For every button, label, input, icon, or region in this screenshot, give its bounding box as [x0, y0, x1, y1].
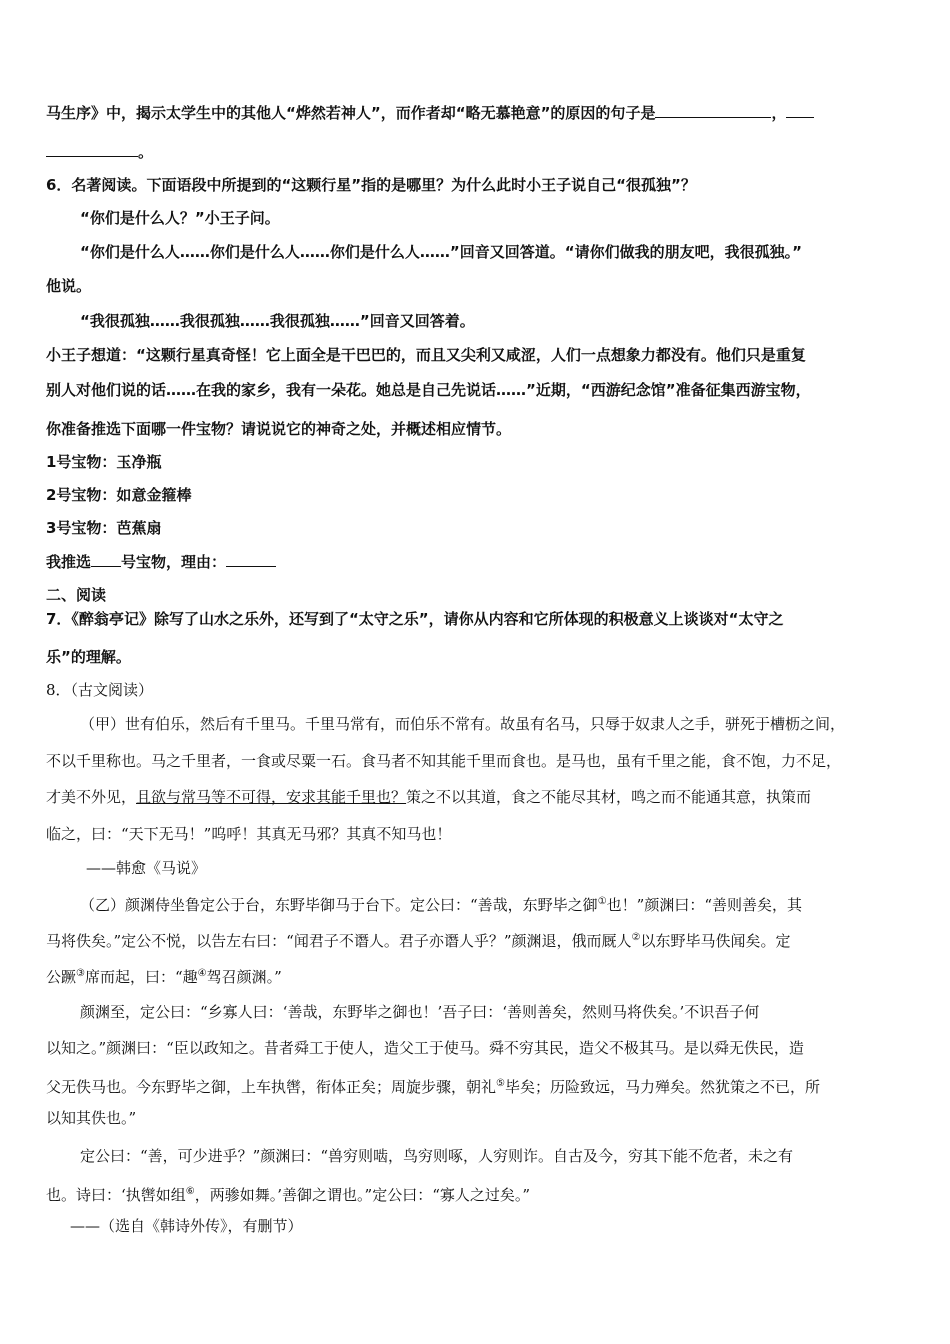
- jia-segment: 才美不外见，: [46, 788, 137, 806]
- yi-text: [46, 927, 791, 952]
- recommend-line: [46, 551, 276, 573]
- yi-segment: 以东野毕马佚闻矣。定: [640, 932, 791, 950]
- yi-text: [46, 1181, 530, 1206]
- recommend-prefix: 我推选: [46, 553, 92, 571]
- yi-segment: 驾召颜渊。”: [206, 968, 282, 986]
- section-heading: 二、阅读: [46, 586, 107, 604]
- yi-segment: ，两骖如舞。’善御之谓也。”定公曰：“寡人之过矣。”: [194, 1186, 531, 1204]
- yi-segment: （乙）颜渊侍坐鲁定公于台，东野毕御马于台下。定公曰：“善哉，东野毕之御: [80, 896, 598, 914]
- answer-blank[interactable]: [786, 103, 814, 118]
- yi-segment: 马将佚矣。”定公不悦，以告左右曰：“闻君子不谮人。君子亦谮人乎？”颜渊退，俄而厩人: [46, 932, 632, 950]
- answer-blank[interactable]: [226, 552, 276, 567]
- q5-comma: ，: [771, 104, 787, 122]
- yi-segment: 席而起，曰：“趣: [84, 968, 198, 986]
- yi-text: 以知其佚也。”: [46, 1109, 137, 1127]
- footnote-mark: ③: [76, 968, 85, 979]
- yi-segment: 也。诗曰：‘执辔如组: [46, 1186, 186, 1204]
- jia-source: ——韩愈《马说》: [86, 859, 207, 877]
- recommend-suffix: 号宝物，理由：: [121, 553, 227, 571]
- q6-para: 小王子想道：“这颗行星真奇怪！它上面全是干巴巴的，而且又尖利又咸涩，人们一点想象力都没有。他们只是重复: [46, 346, 806, 364]
- underlined-sentence: 且欲与常马等不可得，安求其能千里也？: [136, 788, 407, 806]
- q6-para: “你们是什么人……你们是什么人……你们是什么人……”回音又回答道。“请你们做我的朋友吧，我很孤独。”: [80, 243, 802, 261]
- q5-end: 。: [138, 143, 154, 161]
- q6-para: 他说。: [46, 277, 92, 295]
- q5-answer-line: [46, 102, 814, 124]
- answer-blank[interactable]: [91, 552, 121, 567]
- yi-segment: 父无佚马也。今东野毕之御，上车执辔，衔体正矣；周旋步骤，朝礼: [46, 1078, 497, 1096]
- q8-label: 8．（古文阅读）: [46, 681, 154, 699]
- yi-text: 定公曰：“善，可少进乎？”颜渊曰：“兽穷则啮，鸟穷则啄，人穷则诈。自古及今，穷其下能不危者，未之有: [80, 1147, 794, 1165]
- yi-segment: 也！”颜渊曰：“善则善矣，其: [606, 896, 802, 914]
- yi-text: [46, 963, 282, 988]
- yi-text: 以知之。”颜渊曰：“臣以政知之。昔者舜工于使人，造父工于使马。舜不穷其民，造父不极其马。是以舜无佚民，造: [46, 1039, 804, 1057]
- jia-text: [46, 786, 811, 808]
- yi-text: [80, 891, 802, 916]
- footnote-mark: ④: [197, 968, 207, 979]
- jia-segment: 策之不以其道，食之不能尽其材，鸣之而不能通其意，执策而: [406, 788, 812, 806]
- q6-question: 6．名著阅读。下面语段中所提到的“这颗行星”指的是哪里？为什么此时小王子说自己“很孤独”？: [46, 176, 696, 194]
- treasure-3: 3号宝物：芭蕉扇: [46, 519, 162, 537]
- footnote-mark: ②: [631, 932, 641, 943]
- q5-answer-line-2: [46, 141, 153, 163]
- jia-text: （甲）世有伯乐，然后有千里马。千里马常有，而伯乐不常有。故虽有名马，只辱于奴隶人之手，骈死于槽枥之间，: [80, 715, 846, 733]
- yi-segment: 毕矣；历险致远，马力殚矣。然犹策之不已，所: [504, 1078, 820, 1096]
- q6-para: “我很孤独……我很孤独……我很孤独……”回音又回答着。: [80, 312, 475, 330]
- jia-text: 不以千里称也。马之千里者，一食或尽粟一石。食马者不知其能千里而食也。是马也，虽有千里之能，食不饱，力不足，: [46, 752, 842, 770]
- q7-question: 乐”的理解。: [46, 648, 131, 666]
- q5-text: 马生序》中，揭示太学生中的其他人“烨然若神人”，而作者却“略无慕艳意”的原因的句子是: [46, 104, 656, 122]
- footnote-mark: ⑤: [496, 1078, 505, 1089]
- q7-question: 7．《醉翁亭记》除写了山水之乐外，还写到了“太守之乐”，请你从内容和它所体现的积极意义上谈谈对“太守之: [46, 610, 784, 628]
- footnote-mark: ⑥: [185, 1186, 195, 1197]
- answer-blank[interactable]: [655, 103, 771, 118]
- answer-blank[interactable]: [46, 142, 138, 157]
- yi-text: 颜渊至，定公曰：“乡寡人曰：‘善哉，东野毕之御也！’吾子曰：‘善则善矣，然则马将佚矣。’不识吾子何: [80, 1003, 760, 1021]
- q6-para: 别人对他们说的话……在我的家乡，我有一朵花。她总是自己先说话……”近期，“西游纪念馆”准备征集西游宝物，: [46, 381, 811, 399]
- treasure-1: 1号宝物：玉净瓶: [46, 453, 162, 471]
- yi-segment: 公蹶: [46, 968, 77, 986]
- footnote-mark: ①: [597, 896, 607, 907]
- jia-text: 临之，曰：“天下无马！”呜呼！其真无马邪？其真不知马也！: [46, 825, 452, 843]
- treasure-2: 2号宝物：如意金箍棒: [46, 486, 192, 504]
- yi-source: ——（选自《韩诗外传》，有删节）: [70, 1217, 303, 1235]
- yi-text: [46, 1073, 820, 1098]
- q6-para: “你们是什么人？”小王子问。: [80, 209, 280, 227]
- q6-para: 你准备推选下面哪一件宝物？请说说它的神奇之处，并概述相应情节。: [46, 420, 512, 438]
